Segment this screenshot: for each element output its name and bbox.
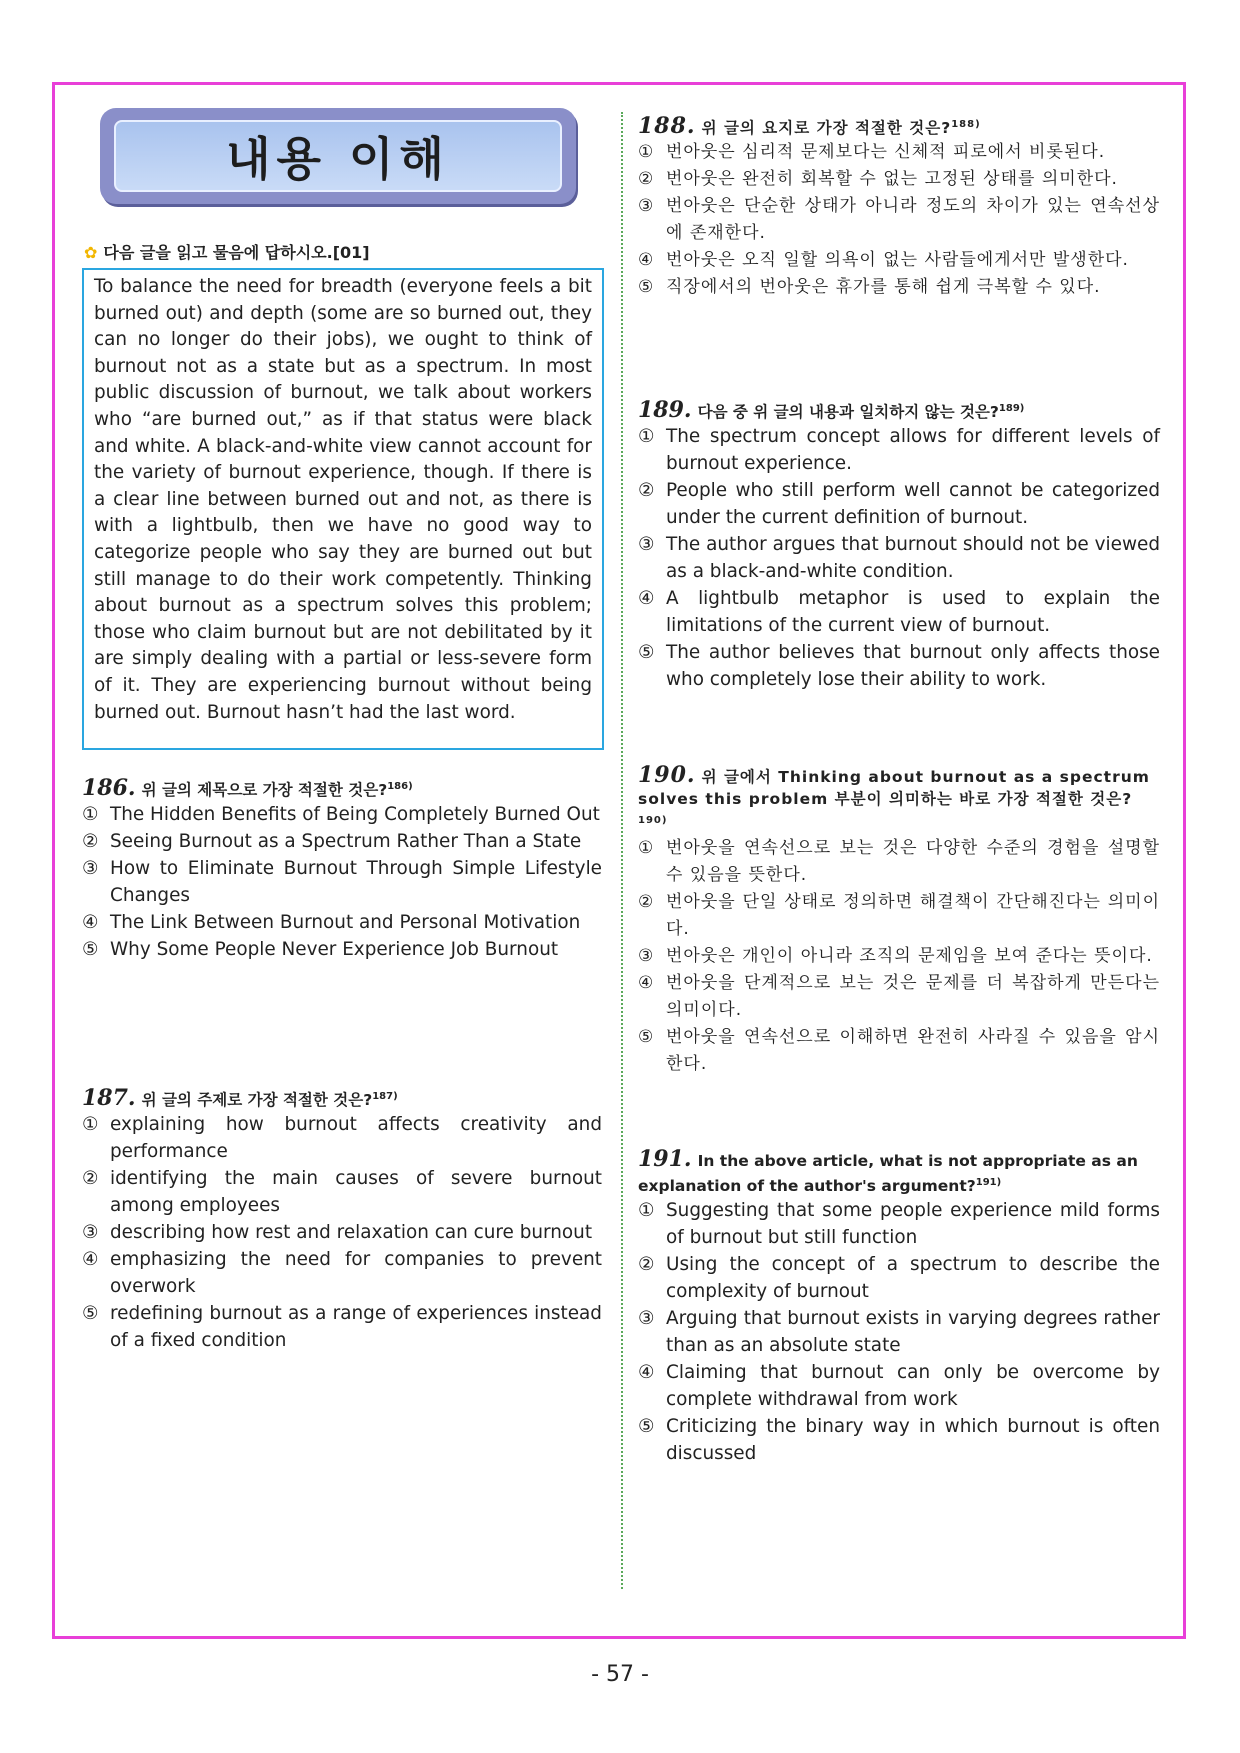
option[interactable]: ④ The Link Between Burnout and Personal Motivation [82,912,581,934]
option[interactable]: ① Suggesting that some people experience mild forms of burnout but still function [638,1200,1160,1249]
option[interactable]: ⑤ The author believes that burnout only affects those who completely lose their ability to work. [638,642,1160,691]
option[interactable]: ⑤ Criticizing the binary way in which burnout is often discussed [638,1416,1160,1465]
question-188: 188. 위 글의 요지로 가장 적절한 것은?$^{188)}$ ① 번아웃은 심리적 문제보다는 신체적 피로에서 비롯된다. ② 번아웃은 완전히 회복할 수 없는 고정된 상태를 의미한다. ③ 번아웃은 단순한 상태가 아니라 정도의 차이가 있는 연속선상에 존재한다. ④ 번아웃은 오직 일할 의욕이 없는 사람들에게서만 발생한다. ⑤ 직장에서의 번아웃은 휴가를 통해 쉽게 극복할 수 있다. [638,114,1160,301]
option[interactable]: ② People who still perform well cannot be categorized under the current definition of burnout. [638,480,1160,529]
option[interactable]: ② identifying the main causes of severe burnout among employees [82,1168,602,1217]
option[interactable]: ⑤ redefining burnout as a range of experiences instead of a fixed condition [82,1303,602,1352]
section-title: 내용 이해 [226,132,450,186]
option[interactable]: ③ Arguing that burnout exists in varying degrees rather than as an absolute state [638,1308,1160,1357]
option[interactable]: ④ 번아웃은 오직 일할 의욕이 없는 사람들에게서만 발생한다. [638,250,1129,271]
option[interactable]: ② 번아웃은 완전히 회복할 수 없는 고정된 상태를 의미한다. [638,169,1118,190]
option[interactable]: ④ emphasizing the need for companies to prevent overwork [82,1249,602,1298]
question-187: 187. 위 글의 주제로 가장 적절한 것은?$^{187)}$ ① explaining how burnout affects creativity and performance ② identifying the main causes of severe burnout among employees ③ describing how rest and relaxation can cure burnout ④ emphasizing the need for companies to prevent overwork ⑤ redefining burnout as a range of experiences instead of a fixed condition [82,1086,602,1354]
option[interactable]: ② Using the concept of a spectrum to describe the complexity of burnout [638,1254,1160,1303]
question-191: 191. In the above article, what is not appropriate as an explanation of the author's argument?$^{191)}$ ① Suggesting that some people experience mild forms of burnout but still function ② Using the concept of a spectrum to describe the complexity of burnout ③ Arguing that burnout exists in varying degrees rather than as an absolute state ④ Claiming that burnout can only be overcome by complete withdrawal from work ⑤ Criticizing the binary way in which burnout is often discussed [638,1148,1160,1467]
question-190: 190. 위 글에서 Thinking about burnout as a spectrum solves this problem 부분이 의미하는 바로 가장 적절한 것은?$^{190)}$ ① 번아웃을 연속선으로 보는 것은 다양한 수준의 경험을 설명할 수 있음을 뜻한다. ② 번아웃을 단일 상태로 정의하면 해결책이 간단해진다는 의미이다. ③ 번아웃은 개인이 아니라 조직의 문제임을 보여 준다는 뜻이다. ④ 번아웃을 단계적으로 보는 것은 문제를 더 복잡하게 만든다는 의미이다. ⑤ 번아웃을 연속선으로 이해하면 완전히 사라질 수 있음을 암시한다. [638,764,1160,1078]
option[interactable]: ③ The author argues that burnout should not be viewed as a black-and-white condition. [638,534,1160,583]
option[interactable]: ④ 번아웃을 단계적으로 보는 것은 문제를 더 복잡하게 만든다는 의미이다. [638,973,1160,1021]
option[interactable]: ③ How to Eliminate Burnout Through Simple Lifestyle Changes [82,858,602,907]
instruction: ✿ 다음 글을 읽고 물음에 답하시오.[01] [84,243,370,262]
option[interactable]: ⑤ 직장에서의 번아웃은 휴가를 통해 쉽게 극복할 수 있다. [638,277,1101,298]
option[interactable]: ① explaining how burnout affects creativity and performance [82,1114,602,1163]
page-number: - 57 - [591,1662,649,1687]
option[interactable]: ① 번아웃을 연속선으로 보는 것은 다양한 수준의 경험을 설명할 수 있음을 뜻한다. [638,838,1160,886]
reading-passage: To balance the need for breadth (everyone feels a bit burned out) and depth (some are so burned out, they can no longer do their jobs), we ought to think of burnout not as a state but as a spectrum. In most public discussion of burnout, we talk about workers who “are burned out,” as if that status were black and white. A black-and-white view cannot account for the variety of burnout experience, though. If there is a clear line between burned out and not, as there is with a lightbulb, then we have no good way to categorize people who say they are burned out but still manage to do their work competently. Thinking about burnout as a spectrum solves this problem; those who claim burnout but are not debilitated by it are simply dealing with a partial or less-severe form of it. They are experiencing burnout without being burned out. Burnout hasn’t had the last word. [82,268,604,750]
question-186: 186. 위 글의 제목으로 가장 적절한 것은?$^{186)}$ ① The Hidden Benefits of Being Completely Burned Out ② Seeing Burnout as a Spectrum Rather Than a State ③ How to Eliminate Burnout Through Simple Lifestyle Changes ④ The Link Between Burnout and Personal Motivation ⑤ Why Some People Never Experience Job Burnout [82,776,602,963]
option[interactable]: ⑤ 번아웃을 연속선으로 이해하면 완전히 사라질 수 있음을 암시한다. [638,1027,1160,1075]
option[interactable]: ⑤ Why Some People Never Experience Job Burnout [82,939,559,961]
column-divider [621,112,623,1589]
option[interactable]: ④ A lightbulb metaphor is used to explain the limitations of the current view of burnout. [638,588,1160,637]
option[interactable]: ③ 번아웃은 개인이 아니라 조직의 문제임을 보여 준다는 뜻이다. [638,946,1153,967]
option[interactable]: ② Seeing Burnout as a Spectrum Rather Than a State [82,831,582,853]
option[interactable]: ① The spectrum concept allows for different levels of burnout experience. [638,426,1160,475]
option[interactable]: ① 번아웃은 심리적 문제보다는 신체적 피로에서 비롯된다. [638,142,1106,163]
question-189: 189. 다음 중 위 글의 내용과 일치하지 않는 것은?$^{189)}$ ① The spectrum concept allows for different levels of burnout experience. ② People who still perform well cannot be categorized under the current definition of burnout. ③ The author argues that burnout should not be viewed as a black-and-white condition. ④ A lightbulb metaphor is used to explain the limitations of the current view of burnout. ⑤ The author believes that burnout only affects those who completely lose their ability to work. [638,398,1160,693]
section-title-banner [100,108,576,204]
option[interactable]: ④ Claiming that burnout can only be overcome by complete withdrawal from work [638,1362,1160,1411]
option[interactable]: ③ describing how rest and relaxation can cure burnout [82,1222,593,1244]
option[interactable]: ③ 번아웃은 단순한 상태가 아니라 정도의 차이가 있는 연속선상에 존재한다. [638,196,1160,244]
option[interactable]: ② 번아웃을 단일 상태로 정의하면 해결책이 간단해진다는 의미이다. [638,892,1160,940]
option[interactable]: ① The Hidden Benefits of Being Completely Burned Out [82,804,600,826]
flower-icon: ✿ [84,243,98,262]
